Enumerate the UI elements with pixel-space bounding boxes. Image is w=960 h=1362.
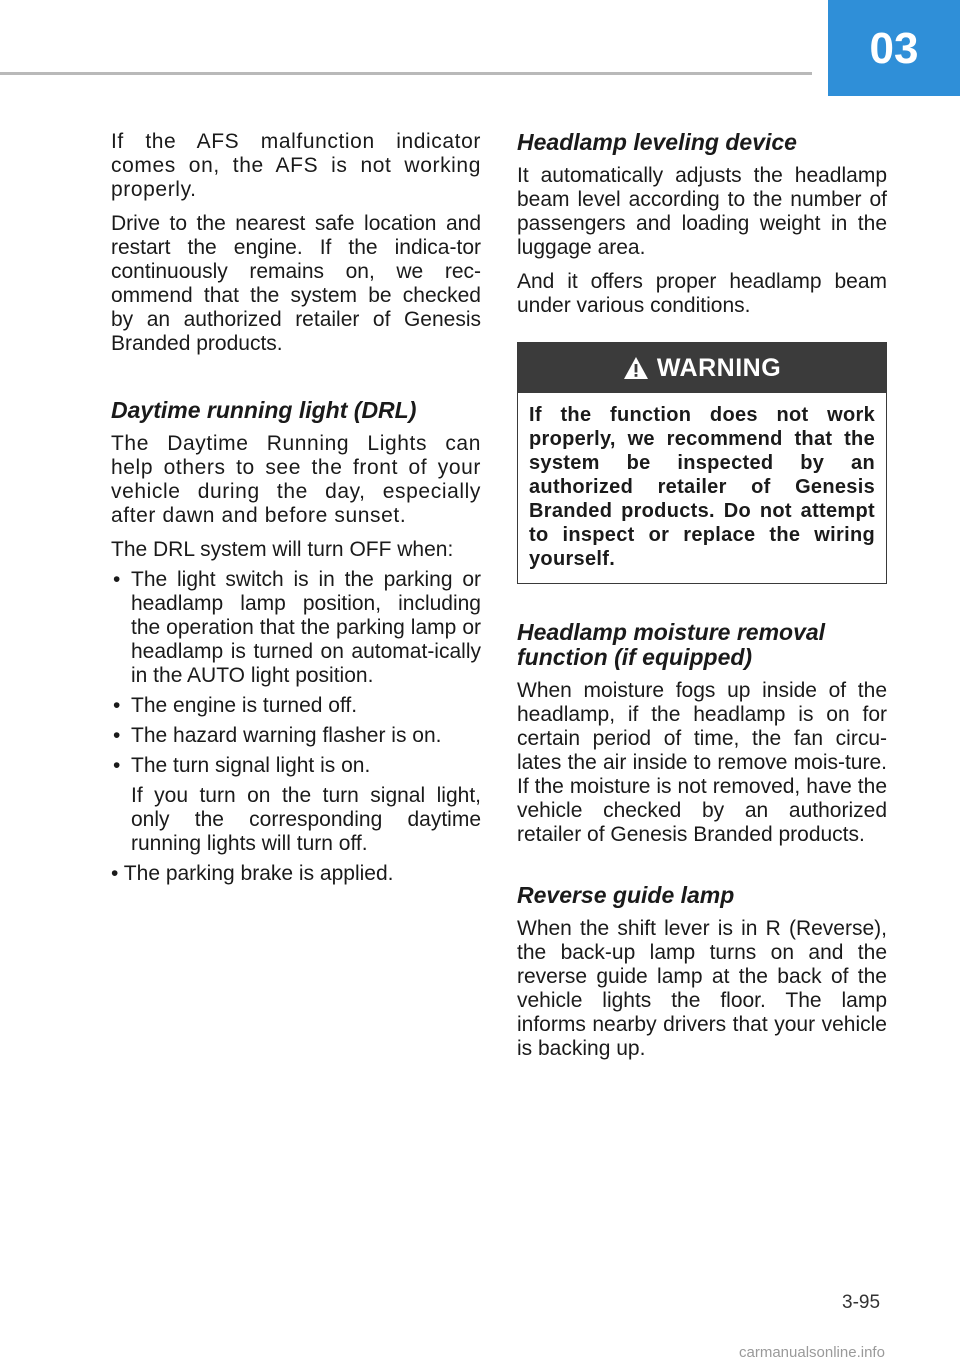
reverse-paragraph: When the shift lever is in R (Reverse), the back-up lamp turns on and the reverse guide lamp at the back of the vehicle lights the floor. The lamp informs nearby drivers that your vehicle is backing up. <box>517 917 887 1060</box>
moisture-paragraph: When moisture fogs up inside of the headlamp, if the headlamp is on for certain period of time, the fan circu-lates the air inside to remove mois-ture. If the moisture is not removed, have the vehicle checked by an authorized retailer of Genesis Branded products. <box>517 679 887 846</box>
header-rule <box>0 72 812 75</box>
bullet-symbol: • <box>113 724 121 747</box>
warning-title: WARNING <box>656 353 782 382</box>
drl-paragraph: The Daytime Running Lights can help others to see the front of your vehicle during the day, especially after dawn and before sunset. <box>111 432 481 527</box>
leveling-paragraph-2: And it offers proper headlamp beam under various conditions. <box>517 270 887 317</box>
leveling-paragraph-1: It automatically adjusts the headlamp beam level according to the number of passengers and loading weight in the luggage area. <box>517 164 887 259</box>
bullet-symbol: • <box>113 568 121 591</box>
warning-text: If the function does not work properly, we recommend that the system be inspected by an authorized retailer of Genesis Branded products. Do not attempt to inspect or replace the wiring yourself. <box>529 404 875 570</box>
list-item: • The hazard warning flasher is on. <box>113 724 442 747</box>
turn-signal-note: If you turn on the turn signal light, only the corresponding daytime running lights will turn off. <box>131 784 481 855</box>
warning-header <box>518 343 886 393</box>
left-column <box>111 130 481 886</box>
bullet-symbol: • <box>113 754 121 777</box>
drl-off-conditions <box>111 568 481 778</box>
warning-icon <box>623 356 649 380</box>
reverse-heading: Reverse guide lamp <box>517 882 735 908</box>
leveling-heading: Headlamp leveling device <box>517 129 797 155</box>
bullet-symbol: • <box>113 694 121 717</box>
list-item: • The light switch is in the parking or headlamp lamp position, including the operation that the parking lamp or headlamp is turned on automat-ically in the AUTO light position. <box>113 568 481 687</box>
afs-paragraph-1: If the AFS malfunction indicator comes on, the AFS is not working properly. <box>111 130 481 201</box>
list-item: • The turn signal light is on. <box>113 754 371 777</box>
page-number: 3-95 <box>842 1292 881 1313</box>
moisture-heading: Headlamp moisture removal function (if equipped) <box>517 619 826 670</box>
list-item: • The engine is turned off. <box>113 694 358 717</box>
drl-heading: Daytime running light (DRL) <box>111 397 417 423</box>
warning-box <box>517 342 887 584</box>
drl-off-intro: The DRL system will turn OFF when: <box>111 538 454 561</box>
right-column <box>517 130 887 1071</box>
watermark: carmanualsonline.info <box>739 1344 885 1361</box>
parking-brake-item: • The parking brake is applied. <box>111 862 394 885</box>
chapter-tab: 03 <box>828 0 960 96</box>
afs-paragraph-2: Drive to the nearest safe location and restart the engine. If the indica-tor continuously remains on, we rec-ommend that the system be checked by an authorized retailer of Genesis Branded products. <box>111 212 481 355</box>
